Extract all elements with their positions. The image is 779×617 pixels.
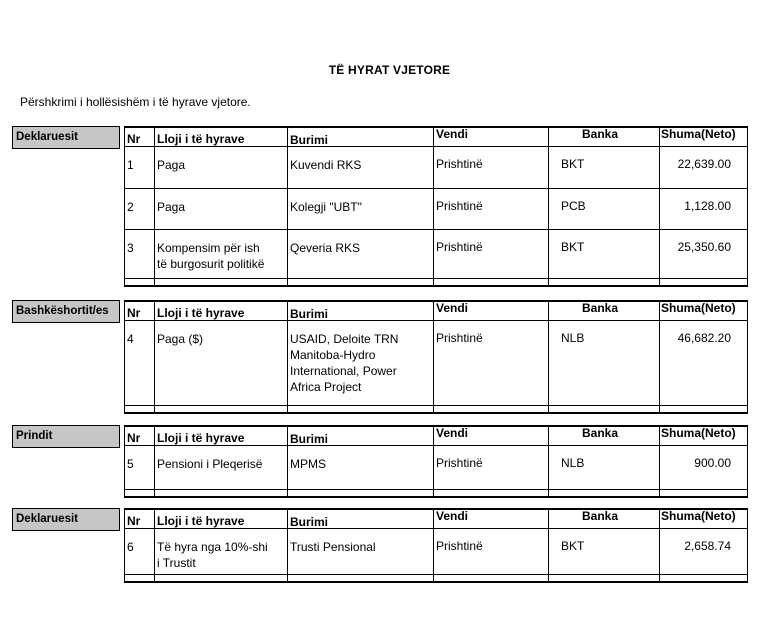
column-divider [747,508,748,583]
cell-burimi: Qeveria RKS [290,241,361,255]
table-row [124,529,748,575]
cell-shuma: 2,658.74 [684,539,731,553]
column-header-shuma: Shuma(Neto) [661,426,736,440]
cell-shuma: 900.00 [694,456,731,470]
column-divider [747,300,748,414]
cell-shuma: 46,682.20 [677,331,731,345]
cell-vendi: Prishtinë [436,240,483,254]
table-row [124,230,748,279]
column-divider [433,508,434,583]
column-divider [154,126,155,287]
table-row [124,321,748,406]
table-footer [124,406,748,414]
cell-shuma: 25,350.60 [677,240,731,254]
column-header-burimi: Burimi [290,432,329,446]
cell-banka: NLB [561,456,585,470]
column-divider [433,300,434,414]
column-header-lloji: Lloji i të hyrave [157,514,245,528]
column-divider [548,300,549,414]
section-label: Deklaruesit [12,126,120,149]
cell-lloji: Paga [157,158,186,172]
income-table [124,300,748,414]
cell-nr: 2 [127,200,134,214]
table-row [124,189,748,230]
section-label: Prindit [12,425,120,448]
column-header-lloji: Lloji i të hyrave [157,132,245,146]
column-divider [548,508,549,583]
column-header-shuma: Shuma(Neto) [661,301,736,315]
column-divider [124,126,125,287]
column-divider [433,126,434,287]
cell-shuma: 22,639.00 [677,157,731,171]
table-footer [124,575,748,583]
column-header-nr: Nr [127,306,141,320]
cell-burimi: USAID, Deloite TRN Manitoba-Hydro International, Power Africa Project [290,332,399,394]
cell-vendi: Prishtinë [436,331,483,345]
cell-vendi: Prishtinë [436,456,483,470]
column-divider [287,508,288,583]
cell-lloji: Pensioni i Pleqerisë [157,457,263,471]
column-header-banka: Banka [582,509,619,523]
page-title: TË HYRAT VJETORE [328,63,451,77]
column-divider [659,126,660,287]
cell-nr: 5 [127,457,134,471]
cell-banka: PCB [561,199,586,213]
cell-vendi: Prishtinë [436,157,483,171]
table-header [124,508,748,529]
income-table [124,425,748,498]
cell-burimi: MPMS [290,457,326,471]
column-divider [548,126,549,287]
column-header-nr: Nr [127,431,141,445]
page-subtitle: Përshkrimi i hollësishëm i të hyrave vjetore. [20,95,251,109]
column-divider [747,126,748,287]
column-divider [659,300,660,414]
column-header-banka: Banka [582,127,619,141]
column-header-lloji: Lloji i të hyrave [157,431,245,445]
column-divider [287,126,288,287]
cell-vendi: Prishtinë [436,199,483,213]
column-header-shuma: Shuma(Neto) [661,509,736,523]
cell-lloji: Paga ($) [157,332,204,346]
cell-burimi: Kolegji "UBT" [290,200,362,214]
column-header-vendi: Vendi [436,426,469,440]
column-divider [124,300,125,414]
column-divider [154,300,155,414]
table-row [124,446,748,490]
cell-nr: 4 [127,332,134,346]
column-divider [154,425,155,498]
column-header-banka: Banka [582,426,619,440]
column-divider [124,425,125,498]
cell-nr: 6 [127,540,134,554]
table-header [124,300,748,321]
cell-lloji: Të hyra nga 10%-shi i Trustit [157,540,268,570]
column-divider [433,425,434,498]
income-table [124,126,748,287]
table-header [124,126,748,147]
table-footer [124,490,748,498]
cell-burimi: Kuvendi RKS [290,158,362,172]
column-divider [154,508,155,583]
column-divider [287,425,288,498]
column-header-nr: Nr [127,514,141,528]
column-divider [287,300,288,414]
column-divider [548,425,549,498]
column-divider [659,508,660,583]
table-header [124,425,748,446]
column-header-burimi: Burimi [290,133,329,147]
cell-banka: BKT [561,240,585,254]
column-divider [659,425,660,498]
cell-banka: NLB [561,331,585,345]
column-header-vendi: Vendi [436,127,469,141]
section-label: Deklaruesit [12,508,120,531]
column-divider [124,508,125,583]
column-header-vendi: Vendi [436,509,469,523]
cell-nr: 1 [127,158,134,172]
cell-banka: BKT [561,539,585,553]
table-row [124,147,748,189]
column-divider [747,425,748,498]
column-header-shuma: Shuma(Neto) [661,127,736,141]
column-header-vendi: Vendi [436,301,469,315]
income-table [124,508,748,583]
cell-lloji: Kompensim për ish të burgosurit politikë [157,241,265,271]
column-header-lloji: Lloji i të hyrave [157,306,245,320]
cell-nr: 3 [127,241,134,255]
column-header-banka: Banka [582,301,619,315]
cell-banka: BKT [561,157,585,171]
cell-vendi: Prishtinë [436,539,483,553]
column-header-burimi: Burimi [290,307,329,321]
cell-burimi: Trusti Pensional [290,540,376,554]
section-label: Bashkëshortit/es [12,300,120,323]
cell-shuma: 1,128.00 [684,199,731,213]
cell-lloji: Paga [157,200,186,214]
column-header-burimi: Burimi [290,515,329,529]
column-header-nr: Nr [127,132,141,146]
table-footer [124,279,748,287]
